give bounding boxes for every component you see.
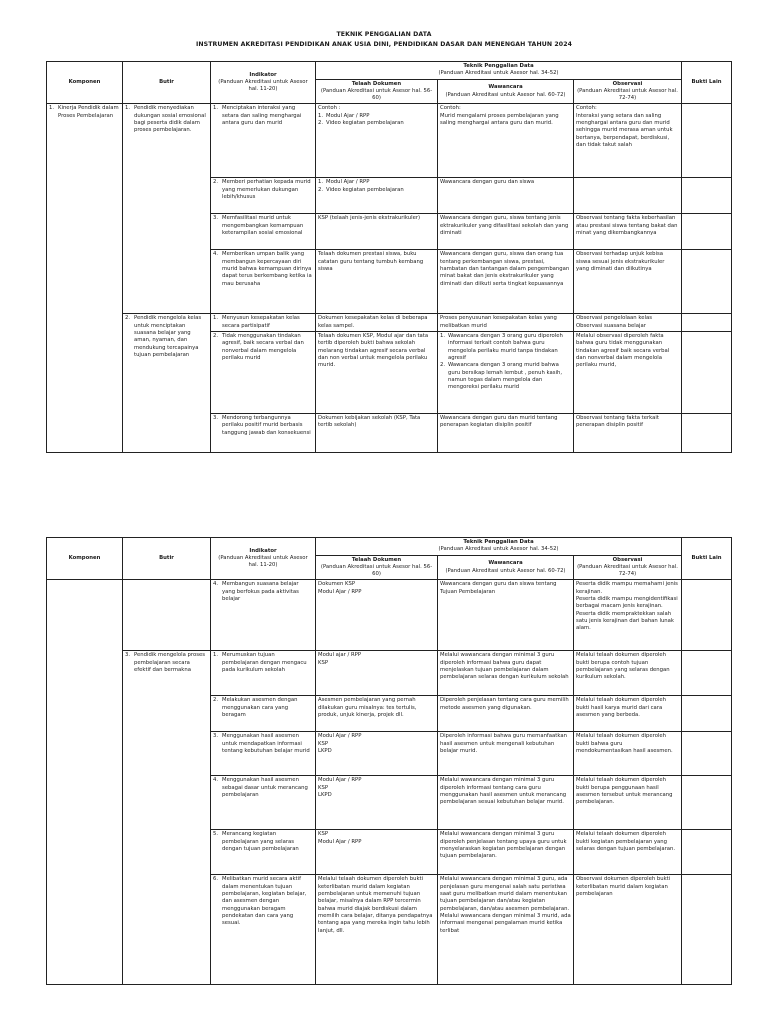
telaah-cell: KSP (telaah jenis-jenis ekstrakurikuler)	[316, 214, 438, 250]
indikator-cell	[211, 875, 316, 985]
header-indikator	[211, 538, 316, 580]
telaah-item: Video kegiatan pembelajaran	[326, 120, 404, 127]
instrument-table-2	[46, 537, 732, 985]
bukti-cell	[682, 314, 732, 332]
wawancara-cell: Proses penyusunan kesepakatan kelas yang melibatkan murid	[438, 314, 574, 332]
indikator-cell	[211, 651, 316, 696]
bukti-cell	[682, 696, 732, 732]
butir-text: Pendidik mengelola proses pembelajaran secara efektif dan bermakna	[134, 652, 205, 674]
header-observasi-ref: (Panduan Akreditasi untuk Asesor hal. 72-74)	[577, 87, 678, 102]
indikator-number: 5.	[213, 831, 219, 838]
indikator-text: Merumuskan tujuan pembelajaran dengan mengacu pada kurikulum sekolah	[222, 652, 307, 674]
bukti-cell	[682, 651, 732, 696]
butir-number: 2.	[125, 315, 131, 322]
observasi-cell: Observasi dokumen diperoleh bukti keterlibatan murid dalam kegiatan pembelajaran	[574, 875, 682, 985]
bukti-cell	[682, 580, 732, 651]
indikator-number: 3.	[213, 415, 219, 422]
telaah-cell: KSP Modul Ajar / RPP	[316, 830, 438, 875]
indikator-number: 2.	[213, 697, 219, 704]
header-indikator-ref: (Panduan Akreditasi untuk Asesor hal. 11-20)	[218, 79, 308, 93]
header-telaah-ref: (Panduan Akreditasi untuk Asesor hal. 56-60)	[320, 87, 433, 102]
komponen-number: 1.	[49, 105, 55, 112]
header-teknik-label: Teknik Penggalian Data	[463, 539, 534, 545]
header-observasi-label: Observasi	[612, 556, 643, 563]
telaah-item: Modul Ajar / RPP	[326, 179, 370, 186]
telaah-cell: Modul ajar / RPP KSP	[316, 651, 438, 696]
bukti-cell	[682, 414, 732, 453]
butir-number: 1.	[125, 105, 131, 112]
butir-text: Pendidik menyediakan dukungan sosial emosional bagi peserta didik dalam proses pembelajaran.	[134, 105, 206, 134]
header-observasi-label: Observasi	[612, 80, 643, 87]
indikator-cell	[211, 830, 316, 875]
header-indikator	[211, 62, 316, 104]
indikator-text: Memberikan umpan balik yang membangun kepercayaan diri murid bahwa kemampuan dirinya dapat terus berkembang ketika ia mau berusaha	[222, 251, 312, 287]
bukti-cell	[682, 332, 732, 414]
indikator-text: Mendorong terbangunnya perilaku positif murid berbasis tanggung jawab dan konsekuensi	[222, 415, 311, 436]
komponen-text: Kinerja Pendidik dalam Proses Pembelajaran	[58, 105, 119, 119]
header-komponen: Komponen	[47, 538, 123, 580]
indikator-cell	[211, 250, 316, 314]
header-telaah	[316, 555, 438, 580]
bukti-cell	[682, 104, 732, 178]
butir-cell	[123, 651, 211, 985]
indikator-cell	[211, 732, 316, 776]
observasi-cell: Observasi pengelolaan kelas Observasi suasana belajar	[574, 314, 682, 332]
header-telaah-label: Telaah Dokumen	[351, 556, 402, 563]
telaah-cell: Melalui telaah dokumen diperoleh bukti keterlibatan murid dalam kegiatan pembelajaran untuk memenuhi tujuan belajar, misalnya dalam RPP tercermin bahwa murid diajak berdiskusi dalam memilih cara belajar, ditanya pendapatnya tentang apa yang mereka ingin tahu lebih lanjut, dll.	[316, 875, 438, 985]
indikator-text: Tidak menggunakan tindakan agresif, baik secara verbal dan nonverbal dalam mengelola perilaku murid	[222, 333, 304, 361]
bukti-cell	[682, 250, 732, 314]
telaah-cell: Telaah dokumen KSP, Modul ajar dan tata tertib diperoleh bukti bahwa sekolah melarang tindakan agresif secara verbal dan non verbal untuk mengelola perilaku murid.	[316, 332, 438, 414]
telaah-cell: Telaah dokumen prestasi siswa, buku catatan guru tentang tumbuh kembang siswa	[316, 250, 438, 314]
indikator-number: 1.	[213, 652, 219, 659]
bukti-cell	[682, 178, 732, 214]
indikator-cell	[211, 332, 316, 414]
observasi-cell: Melalui telaah dokumen diperoleh bukti kegiatan pembelajaran yang selaras dengan tujuan pembelajaran.	[574, 830, 682, 875]
table-row	[47, 314, 732, 332]
observasi-cell: Peserta didik mampu memahami jenis kerajinan. Peserta didik mampu mengidentifikasi berbagai macam jenis kerajinan. Peserta didik mempraktekkan salah satu jenis kerajinan dari bahan lunak alam.	[574, 580, 682, 651]
header-wawancara-label: Wawancara	[488, 84, 523, 91]
telaah-cell: Dokumen kebijakan sekolah (KSP, Tata tertib sekolah)	[316, 414, 438, 453]
indikator-number: 4.	[213, 251, 219, 258]
table-row	[47, 651, 732, 696]
header-butir: Butir	[123, 62, 211, 104]
indikator-text: Menggunakan hasil asesmen untuk mendapatkan informasi tentang kebutuhan belajar murid	[222, 733, 310, 755]
wawancara-cell: 1. Wawancara dengan 3 orang guru diperoleh informasi terkait contoh bahwa guru mengelola perilaku murid tanpa tindakan agresif 2. Wawancara dengan 3 orang murid bahwa guru bersikap lemah lembut , penuh kasih, namun tegas dalam mengelola dan mengoreksi perilaku murid	[438, 332, 574, 414]
header-bukti-lain: Bukti Lain	[682, 538, 732, 580]
header-bukti-lain: Bukti Lain	[682, 62, 732, 104]
wawancara-cell: Contoh: Murid mengalami proses pembelajaran yang saling menghargai antara guru dan murid.	[438, 104, 574, 178]
header-teknik	[316, 62, 682, 80]
header-wawancara-ref: (Panduan Akreditasi untuk Asesor hal. 60-72)	[445, 567, 566, 574]
header-observasi	[574, 79, 682, 104]
telaah-cell: Modul Ajar / RPP KSP LKPD	[316, 732, 438, 776]
indikator-number: 1.	[213, 315, 219, 322]
header-observasi	[574, 555, 682, 580]
indikator-cell	[211, 214, 316, 250]
wawancara-cell: Melalui wawancara dengan minimal 3 guru diperoleh penjelasan tentang upaya guru untuk menyelaraskan kegiatan pembelajaran dengan tujuan pembelajaran.	[438, 830, 574, 875]
observasi-cell: Melalui telaah dokumen diperoleh bukti hasil karya murid dari cara asesmen yang berbeda.	[574, 696, 682, 732]
telaah-intro: Contoh :	[318, 105, 341, 112]
observasi-cell: Observasi tentang fakta terkait penerapan disiplin positif	[574, 414, 682, 453]
butir-text: Pendidik mengelola kelas untuk menciptakan suasana belajar yang aman, nyaman, dan mendukung tercapainya tujuan pembelajaran	[134, 315, 202, 358]
header-teknik	[316, 538, 682, 556]
telaah-cell: Contoh : 1. Modul Ajar / RPP 2. Video kegiatan pembelajaran	[316, 104, 438, 178]
observasi-cell: Contoh: Interaksi yang setara dan saling menghargai antara guru dan murid sehingga murid merasa aman untuk bertanya, berpendapat, berdiskusi, dan tidak takut salah	[574, 104, 682, 178]
table-row	[47, 104, 732, 178]
wawancara-cell: Melalui wawancara dengan minimal 3 guru diperoleh informasi tentang cara guru menggunakan hasil asesmen untuk merancang pembelajaran sesuai kebutuhan belajar murid.	[438, 776, 574, 830]
header-wawancara-ref: (Panduan Akreditasi untuk Asesor hal. 60-72)	[445, 91, 566, 98]
header-wawancara	[438, 79, 574, 104]
observasi-cell: Melalui telaah dokumen diperoleh bukti bahwa guru mendokumentasikan hasil asesmen.	[574, 732, 682, 776]
indikator-number: 2.	[213, 179, 219, 186]
indikator-text: Memberi perhatian kepada murid yang memerlukan dukungan lebih/khusus	[222, 179, 311, 201]
header-wawancara-label: Wawancara	[488, 560, 523, 567]
telaah-cell: Modul Ajar / RPP KSP LKPD	[316, 776, 438, 830]
header-telaah-ref: (Panduan Akreditasi untuk Asesor hal. 56-60)	[320, 563, 433, 578]
komponen-cell	[47, 104, 123, 453]
bukti-cell	[682, 875, 732, 985]
wawancara-cell: Wawancara dengan guru, siswa dan orang tua tentang perkembangan siswa, prestasi, hambatan dan tantangan dalam pengembangan minat bakat dan jenis ekstrakurikuler yang diminati dan diikuti serta tingkat kepuasannya	[438, 250, 574, 314]
header-indikator-label: Indikator	[249, 547, 277, 554]
bukti-cell	[682, 214, 732, 250]
header-indikator-ref: (Panduan Akreditasi untuk Asesor hal. 11-20)	[218, 555, 308, 569]
butir-cell	[123, 104, 211, 314]
header-wawancara	[438, 555, 574, 580]
bukti-cell	[682, 776, 732, 830]
header-komponen: Komponen	[47, 62, 123, 104]
header-telaah-label: Telaah Dokumen	[351, 80, 402, 87]
instrument-table-1	[46, 61, 732, 453]
document-title: TEKNIK PENGGALIAN DATA	[336, 31, 432, 38]
header-butir: Butir	[123, 538, 211, 580]
header-observasi-ref: (Panduan Akreditasi untuk Asesor hal. 72-74)	[577, 563, 678, 578]
wawancara-item: Wawancara dengan 3 orang guru diperoleh informasi terkait contoh bahwa guru mengelola perilaku murid tanpa tindakan agresif	[448, 333, 563, 361]
observasi-cell: Melalui telaah dokumen diperoleh bukti berupa penggunaan hasil asesmen tersebut untuk merancang pembelajaran.	[574, 776, 682, 830]
butir-number: 3.	[125, 652, 131, 659]
wawancara-item: Wawancara dengan 3 orang murid bahwa guru bersikap lemah lembut , penuh kasih, namun tegas dalam mengelola dan mengoreksi perilaku murid	[448, 362, 563, 391]
indikator-cell	[211, 580, 316, 651]
telaah-cell: Dokumen KSP Modul Ajar / RPP	[316, 580, 438, 651]
wawancara-cell: Wawancara dengan guru dan murid tentang penerapan kegiatan disiplin positif	[438, 414, 574, 453]
wawancara-cell: Wawancara dengan guru dan siswa	[438, 178, 574, 214]
wawancara-cell: Wawancara dengan guru dan siswa tentang Tujuan Pembelajaran	[438, 580, 574, 651]
indikator-number: 6.	[213, 876, 219, 883]
indikator-text: Menciptakan interaksi yang setara dan saling menghargai antara guru dan murid	[222, 105, 302, 127]
indikator-text: Merancang kegiatan pembelajaran yang selaras dengan tujuan pembelajaran	[222, 831, 299, 853]
indikator-cell	[211, 104, 316, 178]
indikator-number: 3.	[213, 215, 219, 222]
indikator-cell	[211, 178, 316, 214]
telaah-cell: Asesmen pembelajaran yang pernah dilakukan guru misalnya: tes tertulis, produk, unjuk kinerja, projek dll.	[316, 696, 438, 732]
observasi-cell	[574, 178, 682, 214]
indikator-text: Menyusun kesepakatan kelas secara partisipatif	[222, 315, 300, 329]
observasi-cell: Observasi tentang fakta keberhasilan atau prestasi siswa tentang bakat dan minat yang dikembangkannya	[574, 214, 682, 250]
indikator-cell	[211, 414, 316, 453]
telaah-cell: Dokumen kesepakatan kelas di beberapa kelas sampel.	[316, 314, 438, 332]
header-teknik-label: Teknik Penggalian Data	[463, 63, 534, 69]
indikator-text: Melibatkan murid secara aktif dalam menentukan tujuan pembelajaran, kegiatan belajar, dan asesmen dengan menggunakan beragam pendekatan dan cara yang sesuai.	[222, 876, 307, 927]
document-subtitle: INSTRUMEN AKREDITASI PENDIDIKAN ANAK USIA DINI, PENDIDIKAN DASAR DAN MENENGAH TAHUN 2024	[195, 41, 573, 48]
indikator-number: 3.	[213, 733, 219, 740]
header-teknik-ref: (Panduan Akreditasi untuk Asesor hal. 34-52)	[438, 70, 559, 77]
indikator-number: 1.	[213, 105, 219, 112]
komponen-cell	[47, 580, 123, 985]
indikator-text: Menggunakan hasil asesmen sebagai dasar untuk merancang pembelajaran	[222, 777, 308, 799]
table-row	[47, 580, 732, 651]
wawancara-cell: Melalui wawancara dengan minimal 3 guru, ada penjelasan guru mengenai salah satu peristiwa saat guru melibatkan murid dalam menentukan tujuan pembelajaran dan/atau kegiatan pembelajaran, dan/atau asesmen pembelajaran. Melalui wawancara dengan minimal 3 murid, ada informasi mengenai pengalaman murid ketika terlibat	[438, 875, 574, 985]
observasi-cell: Observasi terhadap unjuk kebisa siswa sesuai jenis ekstrakurikuler yang diminati dan diikutinya	[574, 250, 682, 314]
butir-cell	[123, 314, 211, 453]
observasi-cell: Melalui telaah dokumen diperoleh bukti berupa contoh tujuan pembelajaran yang selaras dengan kurikulum sekolah.	[574, 651, 682, 696]
bukti-cell	[682, 830, 732, 875]
wawancara-cell: Wawancara dengan guru, siswa tentang jenis ektrakurikuler yang difasilitasi sekolah dan yang diminati	[438, 214, 574, 250]
bukti-cell	[682, 732, 732, 776]
header-indikator-label: Indikator	[249, 71, 277, 78]
telaah-item: Modul Ajar / RPP	[326, 112, 370, 119]
telaah-cell: 1. Modul Ajar / RPP 2. Video kegiatan pembelajaran	[316, 178, 438, 214]
indikator-cell	[211, 314, 316, 332]
telaah-item: Video kegiatan pembelajaran	[326, 186, 404, 193]
indikator-text: Membangun suasana belajar yang berfokus pada aktivitas belajar	[222, 581, 299, 603]
header-telaah	[316, 79, 438, 104]
indikator-number: 2.	[213, 333, 219, 340]
indikator-cell	[211, 696, 316, 732]
wawancara-cell: Diperoleh informasi bahwa guru memanfaatkan hasil asesmen untuk mengenali kebutuhan belajar murid.	[438, 732, 574, 776]
indikator-number: 4.	[213, 581, 219, 588]
butir-cell	[123, 580, 211, 651]
indikator-text: Memfasilitasi murid untuk mengembangkan kemampuan keterampilan sosial emosional	[222, 215, 304, 237]
wawancara-cell: Melalui wawancara dengan minimal 3 guru diperoleh informasi bahwa guru dapat menjelaskan tujuan pembelajaran dalam pembelajaran selaras dengan kurikulum sekolah	[438, 651, 574, 696]
wawancara-cell: Diperoleh penjelasan tentang cara guru memilih metode asesmen yang digunakan.	[438, 696, 574, 732]
header-teknik-ref: (Panduan Akreditasi untuk Asesor hal. 34-52)	[438, 546, 559, 553]
observasi-cell: Melalui observasi diperoleh fakta bahwa guru tidak menggunakan tindakan agresif baik secara verbal dan nonverbal dalam mengelola perilaku murid,	[574, 332, 682, 414]
indikator-cell	[211, 776, 316, 830]
indikator-text: Melakukan asesmen dengan menggunakan cara yang beragam	[222, 697, 298, 719]
indikator-number: 4.	[213, 777, 219, 784]
